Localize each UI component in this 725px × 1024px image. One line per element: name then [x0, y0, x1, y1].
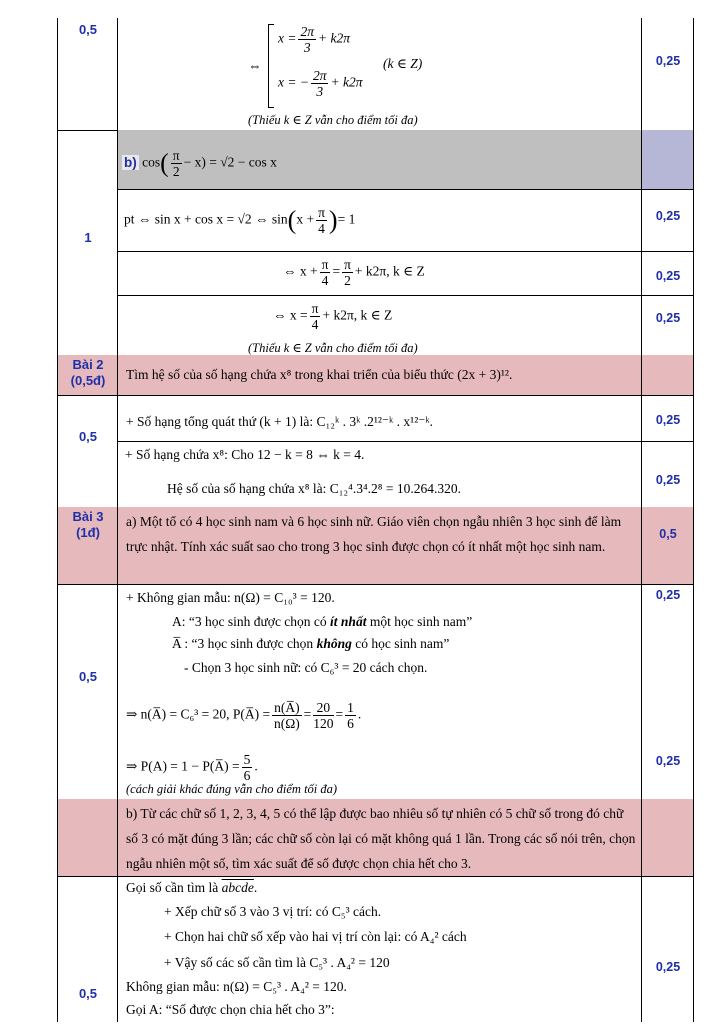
question-text: b) Từ các chữ số 1, 2, 3, 4, 5 có thể lập được bao nhiêu số tự nhiên có 5 chữ số trong đó chữ số 3 có mặt đúng 3 lần; các chữ số còn lại có mặt không quá 1 lần. Trong các số nói trên, chọn ngẫu nhiên một số, tìm xác suất để số được chọn chia hết cho 3.: [126, 806, 636, 871]
row-label: 0,5: [78, 22, 98, 37]
table-row: [57, 18, 694, 130]
question-row: [57, 507, 694, 584]
table-row: [57, 584, 694, 799]
question-row: [57, 355, 694, 395]
step-2: ⇔ x + $\frac{\pi}{4}$ = $\frac{\pi}{2}$ + k2π, k ∈ Z: [283, 257, 425, 288]
table-row: [57, 295, 694, 355]
answer-line: Hệ số của số hạng chứa x⁸ là: C₁₂⁴.3⁴.2⁸ = 10.264.320.: [167, 481, 462, 496]
question-text: Tìm hệ số của số hạng chứa x⁸ trong khai triển của biểu thức (2x + 3)¹².: [126, 367, 513, 382]
solution-2: x = − $\frac{2\pi}{3}$ + k2π: [278, 68, 363, 99]
note: (Thiếu k ∈ Z vẫn cho điểm tối đa): [248, 341, 418, 355]
score: 0,25: [655, 209, 681, 223]
question-row: [57, 799, 694, 876]
score: 0,5: [659, 527, 677, 541]
score: 0,25: [655, 54, 681, 68]
k-in-z: (k ∈ Z): [383, 56, 423, 71]
score: 0,25: [655, 588, 681, 602]
score: 0,25: [655, 473, 681, 487]
score: 0,25: [655, 754, 681, 768]
row-label: 1: [84, 230, 92, 245]
question-number: Bài 2: [72, 357, 104, 372]
answer-line: + Không gian mẫu: n(Ω) = C₁₀³ = 120.: [126, 590, 335, 605]
equiv-sign: ⇔: [248, 58, 262, 73]
score: 0,25: [655, 311, 681, 325]
note: (Thiếu k ∈ Z vẫn cho điểm tối đa): [248, 113, 418, 127]
answer-line: + Vậy số các số cần tìm là C₅³ . A₄² = 120: [164, 955, 390, 970]
answer-line: A̅ : “3 học sinh được chọn không có học sinh nam”: [172, 636, 450, 651]
question-b: b) cos( $\frac{\pi}{2}$ − x) = √2 − cos x: [124, 148, 277, 179]
score: 0,25: [655, 960, 681, 974]
answer-line: + Số hạng tổng quát thứ (k + 1) là: C₁₂ᵏ . 3ᵏ .2¹²⁻ᵏ . x¹²⁻ᵏ.: [126, 414, 434, 429]
answer-line: - Chọn 3 học sinh nữ: có C₆³ = 20 cách chọn.: [184, 660, 428, 675]
table-row: [57, 251, 694, 295]
row-label: 0,5: [78, 669, 98, 684]
answer-line: ⇒ P(A) = 1 − P(A̅) = $\frac{5}{6}$ .: [126, 752, 258, 783]
answer-line: A: “3 học sinh được chọn có ít nhất một học sinh nam”: [172, 614, 473, 629]
row-label: 0,5: [78, 429, 98, 444]
answer-line: Gọi A: “Số được chọn chia hết cho 3”:: [126, 1002, 335, 1017]
question-points: (1đ): [76, 525, 100, 540]
bracket: [268, 24, 274, 108]
answer-line: Không gian mẫu: n(Ω) = C₅³ . A₄² = 120.: [126, 979, 347, 994]
score: 0,25: [655, 413, 681, 427]
answer-line: + Xếp chữ số 3 vào 3 vị trí: có C₅³ cách.: [164, 904, 382, 919]
score: 0,25: [655, 269, 681, 283]
table-row: [57, 876, 694, 1022]
table-row: [57, 189, 694, 251]
question-points: (0,5đ): [70, 373, 106, 388]
sub-question-row: [57, 130, 694, 189]
step-3: ⇔ x = $\frac{\pi}{4}$ + k2π, k ∈ Z: [273, 301, 393, 332]
answer-line: + Chọn hai chữ số xếp vào hai vị trí còn lại: có A₄² cách: [164, 929, 467, 944]
step-1: pt ⇔ sin x + cos x = √2 ⇔ sin(x + $\frac{\pi}{4}$ )= 1: [124, 205, 356, 236]
question-text: a) Một tổ có 4 học sinh nam và 6 học sinh nữ. Giáo viên chọn ngẫu nhiên 3 học sinh để làm trực nhật. Tính xác suất sao cho trong 3 học sinh được chọn có ít nhất một học sinh nam.: [126, 514, 622, 554]
question-number: Bài 3: [72, 509, 104, 524]
answer-line: Gọi số cần tìm là abcde.: [126, 880, 258, 895]
solution-1: x = $\frac{2\pi}{3}$ + k2π: [278, 24, 350, 55]
row-label: 0,5: [78, 986, 98, 1001]
answer-line: + Số hạng chứa x⁸: Cho 12 − k = 8 ⇔ k = 4.: [125, 447, 365, 462]
note: (cách giải khác đúng vẫn cho điểm tối đa): [126, 782, 338, 796]
answer-line: ⇒ n(A̅) = C₆³ = 20, P(A̅) = $\frac{n(A̅)}{n(\Omega)}$ = $\frac{20}{120}$ = $\frac{1}{6}$ .: [126, 700, 362, 731]
